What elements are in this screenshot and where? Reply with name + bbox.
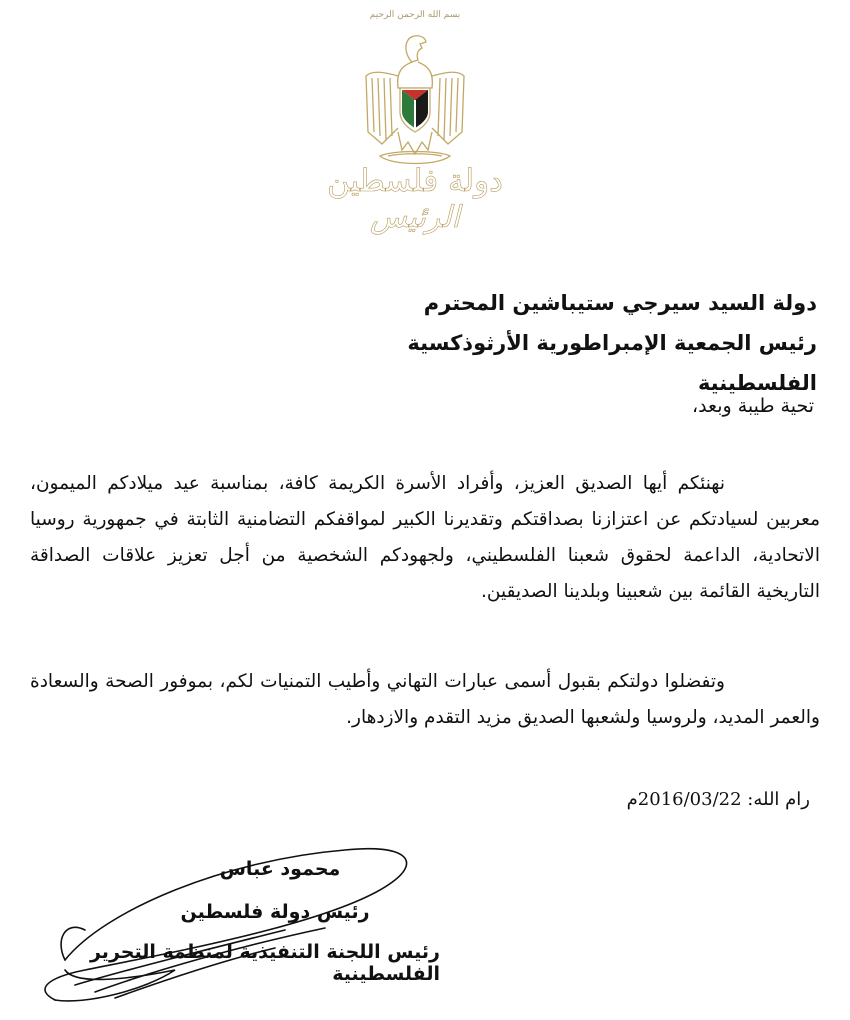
office-name-letterhead: الرئيس <box>370 200 460 235</box>
greeting: تحية طيبة وبعد، <box>691 395 814 417</box>
addressee-block <box>297 283 817 403</box>
signatory-title-2: رئيس اللجنة التنفيذية لمنظمة التحرير الفلسطينية <box>89 941 440 985</box>
body-paragraph-1 <box>30 466 820 610</box>
body-paragraph-2 <box>30 664 820 736</box>
addressee-line-2: رئيس الجمعية الإمبراطورية الأرثوذكسية الفلسطينية <box>407 331 817 395</box>
signatory-title-1: رئيس دولة فلسطين <box>180 901 370 923</box>
date-line: رام الله: 2016/03/22م <box>626 789 810 810</box>
signatory-name: محمود عباس <box>219 858 341 880</box>
body-paragraph-2-text: وتفضلوا دولتكم بقبول أسمى عبارات التهاني وأطيب التمنيات لكم، بموفور الصحة والسعادة والعمر المديد، ولروسيا ولشعبها الصديق مزيد التقدم والازدهار. <box>30 671 820 728</box>
addressee-line-1: دولة السيد سيرجي ستيباشين المحترم <box>423 291 817 315</box>
eagle-emblem-icon <box>362 32 468 172</box>
bismillah-header: بسم الله الرحمن الرحيم <box>369 10 461 20</box>
state-name-letterhead: دولة فلسطين <box>327 163 503 199</box>
flag-shield-icon <box>400 88 430 132</box>
body-paragraph-1-text: نهنئكم أيها الصديق العزيز، وأفراد الأسرة الكريمة كافة، بمناسبة عيد ميلادكم الميمون، معربين لسيادتكم عن اعتزازنا بصداقتكم وتقديرنا الكبير لمواقفكم التضامنية الثابتة في جمهورية روسيا الاتحادية، الداعمة لحقوق شعبنا الفلسطيني، ولجهودكم الشخصية من أجل تعزيز علاقات الصداقة التاريخية القائمة بين شعبينا وبلدينا الصديقين. <box>30 473 820 602</box>
